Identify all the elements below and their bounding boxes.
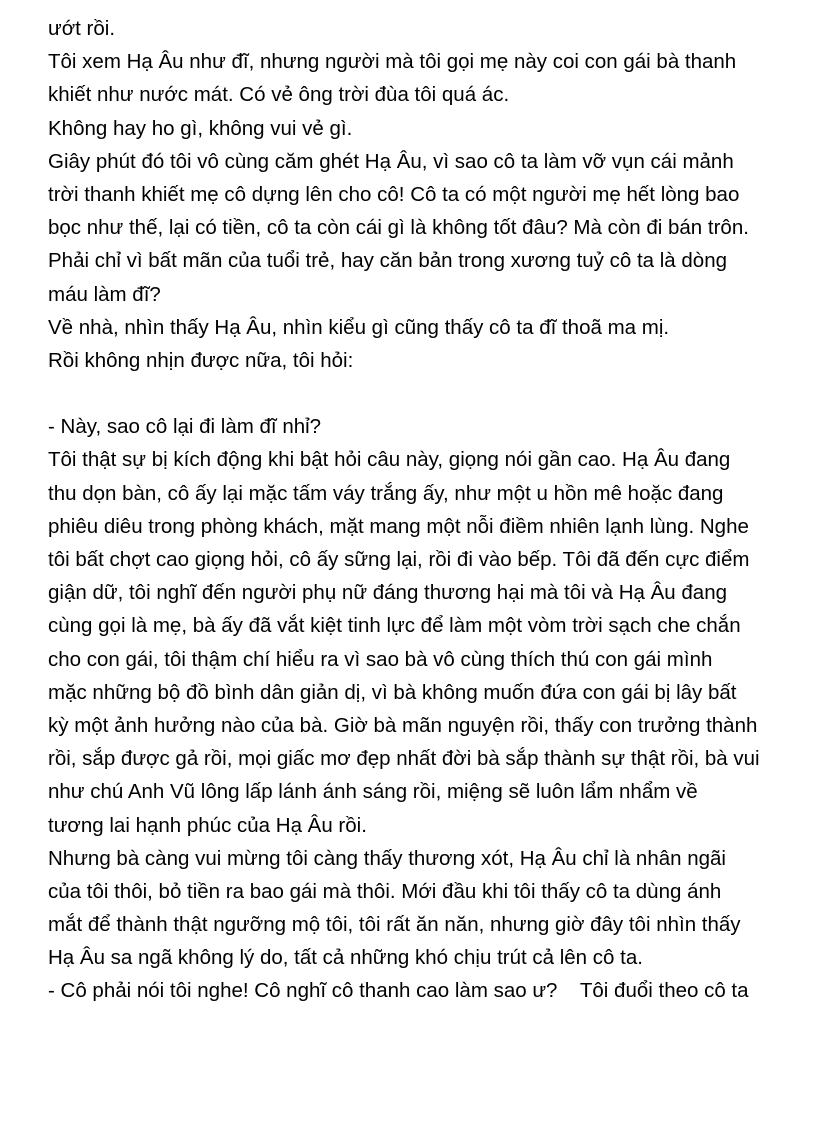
text-line: trời thanh khiết mẹ cô dựng lên cho cô! Cô ta có một người mẹ hết lòng bao <box>48 182 740 206</box>
text-line: kỳ một ảnh hưởng nào của bà. Giờ bà mãn nguyện rồi, thấy con trưởng thành <box>48 713 758 737</box>
text-line: tương lai hạnh phúc của Hạ Âu rồi. <box>48 813 367 837</box>
text-line: Nhưng bà càng vui mừng tôi càng thấy thương xót, Hạ Âu chỉ là nhân ngãi <box>48 846 726 870</box>
text-line: khiết như nước mát. Có vẻ ông trời đùa tôi quá ác. <box>48 83 510 107</box>
blank-line <box>48 377 788 410</box>
text-line: Không hay ho gì, không vui vẻ gì. <box>48 116 353 140</box>
text-line: máu làm đĩ? <box>48 282 161 306</box>
text-line: tôi bất chợt cao giọng hỏi, cô ấy sững lại, rồi đi vào bếp. Tôi đã đến cực điểm <box>48 548 750 571</box>
text-line: của tôi thôi, bỏ tiền ra bao gái mà thôi. Mới đầu khi tôi thấy cô ta dùng ánh <box>48 879 722 903</box>
text-line: Về nhà, nhìn thấy Hạ Âu, nhìn kiểu gì cũng thấy cô ta đĩ thoã ma mị. <box>48 315 670 339</box>
text-line: Rồi không nhịn được nữa, tôi hỏi: <box>48 348 354 372</box>
text-line: Giây phút đó tôi vô cùng căm ghét Hạ Âu, vì sao cô ta làm vỡ vụn cái mảnh <box>48 149 734 173</box>
text-line: cùng gọi là mẹ, bà ấy đã vắt kiệt tinh lực để làm một vòm trời sạch che chắn <box>48 614 741 638</box>
text-line: Tôi xem Hạ Âu như đĩ, nhưng người mà tôi gọi mẹ này coi con gái bà thanh <box>48 50 737 74</box>
text-line: - Này, sao cô lại đi làm đĩ nhỉ? <box>48 415 322 439</box>
text-line: mắt để thành thật ngưỡng mộ tôi, tôi rất ăn năn, nhưng giờ đây tôi nhìn thấy <box>48 913 741 937</box>
text-line: thu dọn bàn, cô ấy lại mặc tấm váy trắng ấy, như một u hồn mê hoặc đang <box>48 481 724 505</box>
text-line: mặc những bộ đồ bình dân giản dị, vì bà không muốn đứa con gái bị lây bất <box>48 680 737 704</box>
text-line: cho con gái, tôi thậm chí hiểu ra vì sao bà vô cùng thích thú con gái mình <box>48 647 713 671</box>
text-line: rồi, sắp được gả rồi, mọi giấc mơ đẹp nhất đời bà sắp thành sự thật rồi, bà vui <box>48 747 760 771</box>
text-line: - Cô phải nói tôi nghe! Cô nghĩ cô thanh cao làm sao ư? Tôi đuổi theo cô ta <box>48 979 749 1003</box>
text-line: phiêu diêu trong phòng khách, mặt mang một nỗi điềm nhiên lạnh lùng. Nghe <box>48 514 749 538</box>
text-line: Hạ Âu sa ngã không lý do, tất cả những khó chịu trút cả lên cô ta. <box>48 946 643 970</box>
text-line: giận dữ, tôi nghĩ đến người phụ nữ đáng thương hại mà tôi và Hạ Âu đang <box>48 581 728 605</box>
text-line: ướt rồi. <box>48 17 116 40</box>
text-line: Tôi thật sự bị kích động khi bật hỏi câu này, giọng nói gần cao. Hạ Âu đang <box>48 448 731 472</box>
text-line: Phải chỉ vì bất mãn của tuổi trẻ, hay căn bản trong xương tuỷ cô ta là dòng <box>48 249 728 273</box>
text-line: bọc như thế, lại có tiền, cô ta còn cái gì là không tốt đâu? Mà còn đi bán trôn. <box>48 216 749 240</box>
text-line: như chú Anh Vũ lông lấp lánh ánh sáng rồi, miệng sẽ luôn lẩm nhẩm về <box>48 780 698 804</box>
document-page <box>48 12 788 1008</box>
